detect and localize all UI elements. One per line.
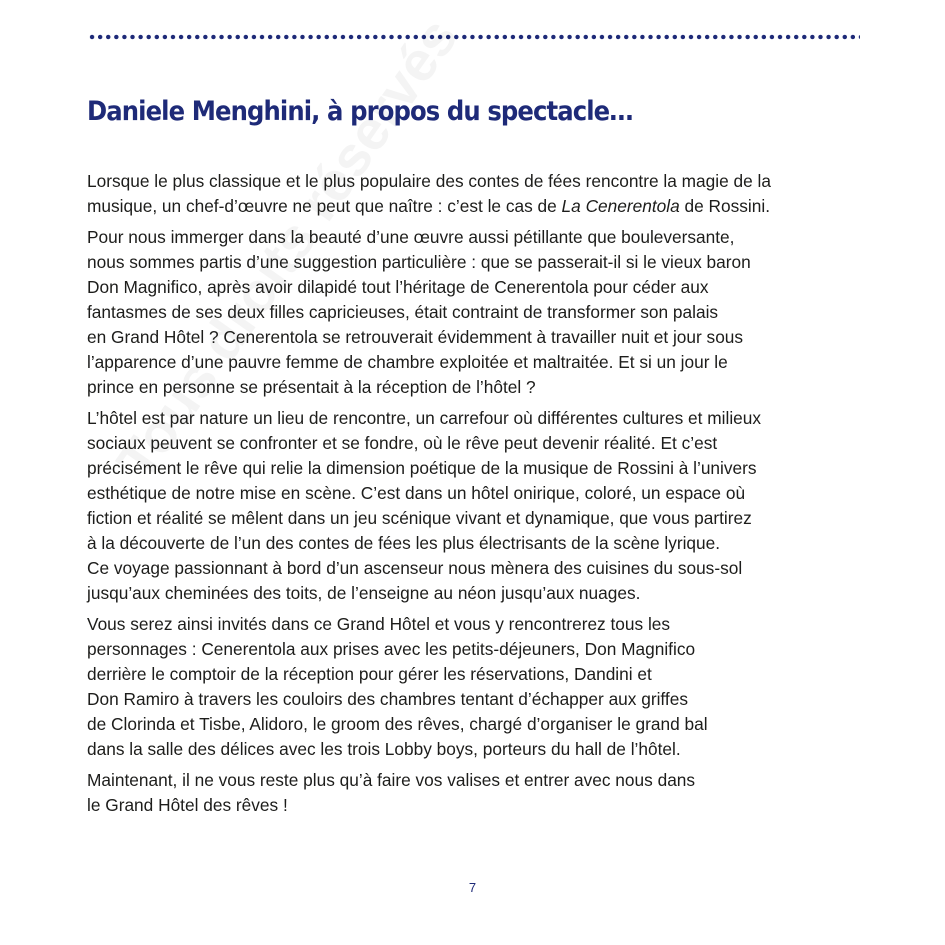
- text-line: Ce voyage passionnant à bord d’un ascenseur nous mènera des cuisines du sous-sol: [87, 558, 743, 578]
- text-line: esthétique de notre mise en scène. C’est dans un hôtel onirique, coloré, un espace où: [87, 483, 746, 503]
- text-line: de Clorinda et Tisbe, Alidoro, le groom des rêves, chargé d’organiser le grand bal: [87, 714, 708, 734]
- dotted-divider: [88, 34, 860, 40]
- paragraph-3: [87, 406, 877, 606]
- text-line: à la découverte de l’un des contes de fées les plus électrisants de la scène lyrique.: [87, 533, 721, 553]
- paragraph-2: [87, 225, 877, 400]
- text-line: prince en personne se présentait à la réception de l’hôtel ?: [87, 377, 536, 397]
- text-line: fantasmes de ses deux filles capricieuses, était contraint de transformer son palais: [87, 302, 719, 322]
- paragraph-1: [87, 169, 877, 219]
- text-line: dans la salle des délices avec les trois Lobby boys, porteurs du hall de l’hôtel.: [87, 739, 681, 759]
- text-line: sociaux peuvent se confronter et se fondre, où le rêve peut devenir réalité. Et c’est: [87, 433, 718, 453]
- text-line: personnages : Cenerentola aux prises avec les petits-déjeuners, Don Magnifico: [87, 639, 696, 659]
- text-segment: de Rossini.: [679, 196, 771, 216]
- page-title: Daniele Menghini, à propos du spectacle…: [87, 96, 633, 127]
- text-line: Don Ramiro à travers les couloirs des chambres tentant d’échapper aux griffes: [87, 689, 688, 709]
- body-text: [87, 169, 877, 824]
- text-line: en Grand Hôtel ? Cenerentola se retrouverait évidemment à travailler nuit et jour sous: [87, 327, 744, 347]
- text-line: l’apparence d’une pauvre femme de chambre exploitée et maltraitée. Et si un jour le: [87, 352, 728, 372]
- text-line: nous sommes partis d’une suggestion particulière : que se passerait-il si le vieux baron: [87, 252, 751, 272]
- text-line: le Grand Hôtel des rêves !: [87, 795, 288, 815]
- text-line: L’hôtel est par nature un lieu de rencontre, un carrefour où différentes cultures et milieux: [87, 408, 762, 428]
- text-line: Pour nous immerger dans la beauté d’une œuvre aussi pétillante que bouleversante,: [87, 227, 735, 247]
- text-line: précisément le rêve qui relie la dimension poétique de la musique de Rossini à l’univers: [87, 458, 757, 478]
- opera-title: La Cenerentola: [561, 196, 680, 216]
- text-line: Lorsque le plus classique et le plus populaire des contes de fées rencontre la magie de la: [87, 171, 771, 191]
- text-line: fiction et réalité se mêlent dans un jeu scénique vivant et dynamique, que vous partirez: [87, 508, 752, 528]
- paragraph-5: [87, 768, 877, 818]
- text-line: Don Magnifico, après avoir dilapidé tout l’héritage de Cenerentola pour céder aux: [87, 277, 709, 297]
- text-line: derrière le comptoir de la réception pour gérer les réservations, Dandini et: [87, 664, 652, 684]
- text-line: Vous serez ainsi invités dans ce Grand Hôtel et vous y rencontrerez tous les: [87, 614, 671, 634]
- text-segment: musique, un chef-d’œuvre ne peut que naître : c’est le cas de: [87, 196, 562, 216]
- paragraph-4: [87, 612, 877, 762]
- text-line: jusqu’aux cheminées des toits, de l’enseigne au néon jusqu’aux nuages.: [87, 583, 641, 603]
- text-line: Maintenant, il ne vous reste plus qu’à faire vos valises et entrer avec nous dans: [87, 770, 696, 790]
- page-number: 7: [468, 880, 477, 895]
- text-line: [87, 194, 877, 219]
